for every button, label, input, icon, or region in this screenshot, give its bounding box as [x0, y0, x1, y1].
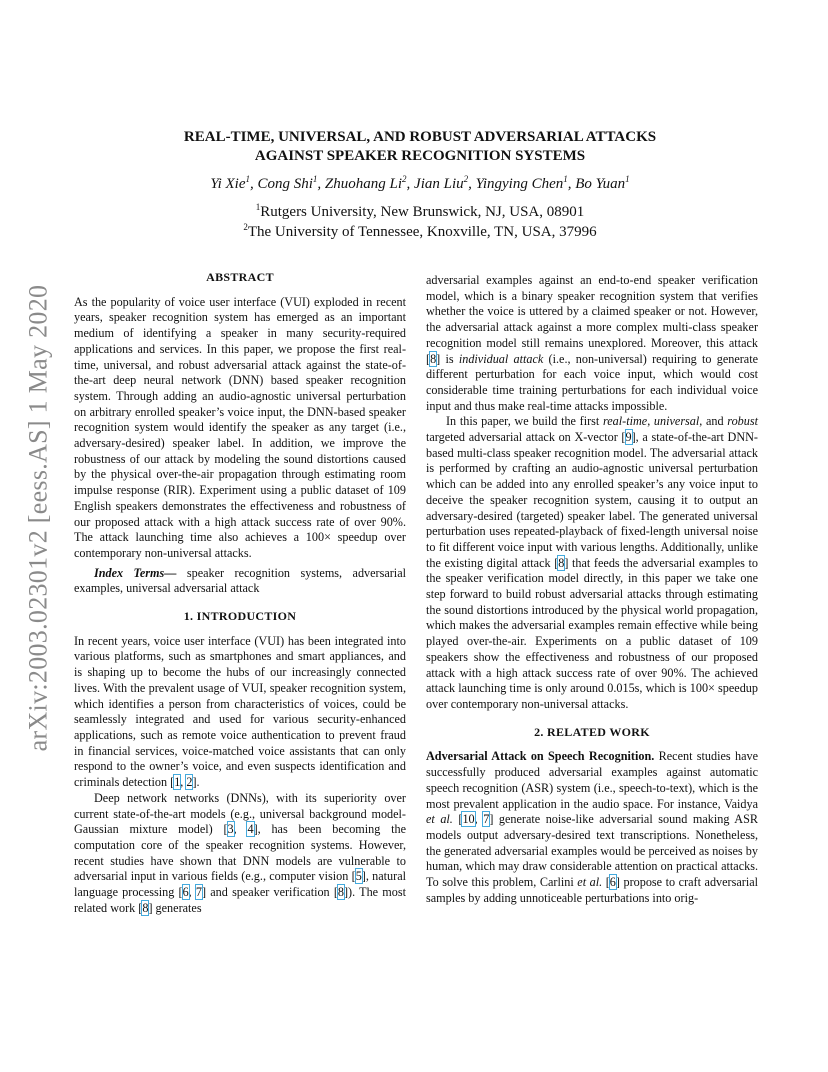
intro-heading: 1. INTRODUCTION: [183, 609, 297, 624]
affiliation-text: Rutgers University, New Brunswick, NJ, USA, 08901: [260, 204, 585, 220]
emphasis: real-time: [602, 414, 648, 429]
text-run: In recent years, voice user interface (VUI) has been integrated into various platforms, such as smartphones and smart appliances, and is shaping up to become the hubs of our increasingly connected lives. With the prevalent usage of VUI, speaker recognition system, which identifies a person from characteristics of voices, could be seamlessly integrated and used for various security-enhanced applications, such as remote voice authentication to prevent fraud in financial services, voice-matched voice assistants that can only respond to the owner’s voice, and even suspects identification and criminals detection [: [74, 633, 406, 790]
author-affil-mark: 2: [463, 174, 469, 184]
intro-paragraph-2: [74, 791, 406, 917]
abstract-text: As the popularity of voice user interface (VUI) exploded in recent years, speaker recognition system has emerged as an important medium of identifying a speaker in many security-required applications and services. In this paper, we propose the first real-time, universal, and robust adversarial attack against the state-of-the-art deep neural network (DNN) based speaker recognition system. Through adding an audio-agnostic universal perturbation on arbitrary enrolled speaker’s voice input, the DNN-based speaker recognition system would identify the speaker as any target (i.e., adversary-desired) speaker label. In addition, we improve the robustness of our attack by modeling the sound distortions caused by the physical over-the-air propagation through estimating room impulse response (RIR). Experiment using a public dataset of 109 English speakers demonstrates the effectiveness and robustness of our proposed attack with a high attack success rate of over 90%. The attack launching time also achieves a 100× speedup over contemporary non-universal attacks.: [74, 294, 406, 560]
text-run: targeted adversarial attack on X-vector [: [426, 430, 626, 445]
author-name: Yingying Chen: [475, 176, 564, 192]
citation-link[interactable]: 9: [625, 430, 632, 445]
author-name: Cong Shi: [257, 176, 313, 192]
citation-link[interactable]: 3: [227, 822, 234, 837]
citation-link[interactable]: 2: [186, 775, 193, 790]
author-list: Yi Xie$^1$, Cong Shi$^1$, Zhuohang Li$^2$, Jian Liu$^2$, Yingying Chen$^1$, Bo Yuan$^1$: [210, 174, 630, 192]
title-block: [100, 128, 740, 242]
text-run: adversarial examples against an end-to-end speaker verification model, which is a binary speaker recognition system that verifies whether the voice is uttered by a claimed speaker or not. However, the adversarial attack against a more complex multi-class speaker recognition model still remains unexplored. Moreover, this attack [: [426, 273, 758, 366]
text-run: (i.e., non-universal) requiring to generate different perturbation for each voice input, which would cost considerable time training perturbations for each individual voice input and thus make real-time attacks impossible.: [426, 351, 759, 413]
citation-link[interactable]: 8: [142, 900, 149, 915]
text-run: ], has been becoming the computation core of the speaker recognition systems. However, recent studies have shown that DNN models are vulnerable to adversarial input in various fields (e.g., computer vision [: [74, 822, 407, 884]
text-run: [: [452, 812, 463, 827]
author-affil-mark: 1: [312, 174, 318, 184]
text-run: ,: [180, 775, 187, 790]
affiliation-text: The University of Tennessee, Knoxville, TN, USA, 37996: [247, 224, 597, 240]
citation-link[interactable]: 7: [483, 812, 490, 827]
text-run: [: [602, 875, 610, 890]
text-run: ], natural language processing [: [74, 869, 406, 900]
title-line-2: AGAINST SPEAKER RECOGNITION SYSTEMS: [254, 148, 586, 164]
intro-paragraph-1: [74, 634, 406, 791]
text-run: ], a state-of-the-art DNN-based multi-class speaker recognition model. The adversarial attack is performed by crafting an audio-agnostic universal perturbation which can be added into any enrolled speaker’s any voice input to deceive the speaker recognition system, causing it to output an adversary-desired (targeted) speaker label. The generated universal perturbation uses repeated-playback of fixed-length universal noise to fit different voice input with various lengths. Additionally, unlike the existing digital attack [: [426, 430, 758, 570]
intro-paragraph-3: [426, 273, 758, 414]
citation-link[interactable]: 6: [609, 875, 616, 890]
text-run: Deep network networks (DNNs), with its superiority over current state-of-the-art models (e.g., universal background model-Gaussian mixture model) [: [74, 790, 406, 837]
text-run: ]). The most related work [: [74, 885, 406, 915]
citation-link[interactable]: 8: [558, 555, 565, 570]
citation-link[interactable]: 8: [337, 885, 344, 900]
author-name: Bo Yuan: [575, 176, 626, 192]
emphasis: et al.: [577, 875, 603, 890]
title-line-1: REAL-TIME, UNIVERSAL, AND ROBUST ADVERSARIAL ATTACKS: [183, 129, 657, 145]
author-name: Yi Xie: [210, 176, 246, 192]
citation-link[interactable]: 8: [430, 351, 437, 366]
text-run: ] propose to craft adversarial samples by adding unnoticeable perturbations into orig-: [426, 875, 758, 905]
index-terms-text: speaker recognition systems, adversarial examples, universal adversarial attack: [74, 565, 406, 596]
citation-link[interactable]: 7: [195, 885, 203, 900]
text-run: , and: [699, 414, 728, 429]
paper-title: [100, 128, 740, 166]
citation-link[interactable]: 4: [247, 822, 254, 837]
right-column: [426, 273, 758, 906]
text-run: ] generate noise-like adversarial sound making ASR models output adversary-desired text transcriptions. Nonetheless, the generated adversarial examples would be perceived as noises by human, which may draw considerable attention on practical attacks. To solve this problem, Carlini: [426, 812, 759, 890]
text-run: ,: [233, 822, 248, 837]
author-name: Jian Liu: [414, 176, 464, 192]
text-run: ,: [474, 812, 484, 827]
citation-link[interactable]: 1: [174, 775, 181, 790]
affiliation-mark: 1: [255, 202, 261, 212]
author-affil-mark: 2: [402, 174, 407, 184]
affiliation-mark: 2: [243, 222, 248, 232]
affiliation-2: [100, 222, 740, 242]
left-column: [74, 270, 406, 916]
emphasis: robust: [727, 414, 758, 429]
arxiv-stamp[interactable]: arXiv:2003.02301v2 [eess.AS] 1 May 2020: [23, 284, 52, 752]
text-run: In this paper, we build the first: [446, 414, 603, 429]
citation-link[interactable]: 10: [462, 812, 475, 827]
arxiv-stamp-container: [16, 268, 60, 768]
affiliation-1: [100, 202, 740, 222]
text-run: ] and speaker verification [: [202, 885, 338, 900]
text-run: ,: [647, 414, 654, 429]
related-work-heading: 2. RELATED WORK: [534, 724, 650, 739]
text-run: ,: [188, 885, 196, 900]
author-name: Zhuohang Li: [324, 176, 403, 192]
citation-link[interactable]: 5: [355, 869, 362, 884]
emphasis: et al.: [426, 812, 453, 827]
text-run: ].: [192, 775, 200, 790]
related-paragraph-1: [426, 749, 758, 906]
emphasis: universal: [653, 414, 700, 429]
emphasis: individual attack: [458, 351, 544, 366]
text-run: ] is: [436, 351, 459, 366]
intro-paragraph-4: [426, 414, 758, 712]
author-affil-mark: 1: [625, 174, 630, 184]
text-run: ] generates: [148, 900, 202, 915]
text-run: Recent studies have successfully produced adversarial examples against automatic speech recognition (ASR) system (i.e., speech-to-text), which is the most prevalent application in the audio space. For instance, Vaidya: [426, 749, 759, 811]
index-terms: [74, 566, 406, 597]
author-affil-mark: 1: [245, 174, 250, 184]
run-in-heading: Adversarial Attack on Speech Recognition.: [426, 749, 655, 764]
abstract-heading: ABSTRACT: [206, 270, 274, 284]
author-affil-mark: 1: [563, 174, 568, 184]
text-run: ] that feeds the adversarial examples to the speaker verification model directly, in this paper we take one step forward to build robust adversarial attacks through estimating the sound distortions introduced by the physical world propagation, which makes the adversarial examples remain effective while being played over-the-air. Experiments on a public dataset of 109 speakers show the effectiveness and robustness of our proposed attack with a high attack success rate of over 90%. The achieved attack launching time is only around 0.015s, which is 100× speedup over contemporary non-universal attacks.: [426, 555, 758, 711]
citation-link[interactable]: 6: [182, 885, 189, 900]
index-terms-label: Index Terms—: [94, 565, 177, 580]
